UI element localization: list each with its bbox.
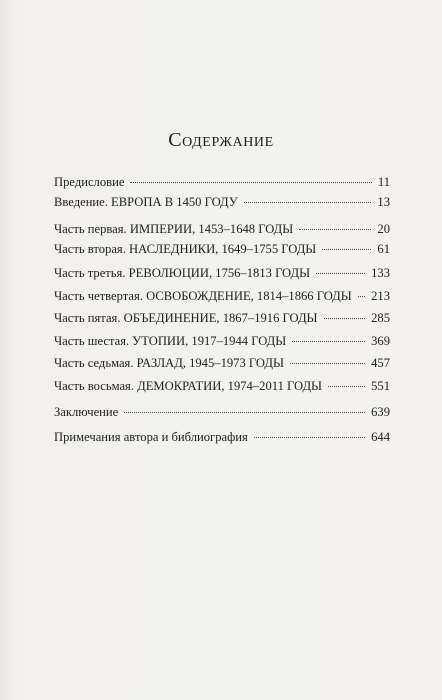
toc-entry-label: Часть пятая. ОБЪЕДИНЕНИЕ, 1867–1916 ГОДЫ bbox=[54, 311, 318, 325]
toc-page-number: 551 bbox=[371, 379, 390, 393]
dot-leader bbox=[124, 412, 365, 413]
dot-leader bbox=[324, 318, 366, 319]
toc-page-number: 369 bbox=[371, 334, 390, 348]
toc-entry-label: Примечания автора и библиография bbox=[54, 430, 248, 444]
toc-entry-part-7 bbox=[54, 355, 390, 371]
toc-entry-label: Часть восьмая. ДЕМОКРАТИИ, 1974–2011 ГОДЫ bbox=[54, 379, 323, 393]
dot-leader bbox=[328, 386, 365, 387]
toc-entry-label: Часть третья. РЕВОЛЮЦИИ, 1756–1813 ГОДЫ bbox=[54, 266, 311, 280]
dot-leader bbox=[292, 341, 365, 342]
toc-entry-label: Часть первая. ИМПЕРИИ, 1453–1648 ГОДЫ bbox=[54, 222, 294, 236]
toc-page-number: 213 bbox=[371, 289, 390, 303]
toc-entry-label: Часть четвертая. ОСВОБОЖДЕНИЕ, 1814–1866 ГОДЫ bbox=[54, 289, 352, 303]
page-title: Содержание bbox=[168, 129, 274, 151]
dot-leader bbox=[254, 437, 365, 438]
toc-page-number: 644 bbox=[371, 430, 390, 444]
toc-page-number: 285 bbox=[371, 311, 390, 325]
toc-entry-part-3 bbox=[54, 265, 390, 281]
toc-entry-preface bbox=[54, 174, 390, 190]
toc-entry-label: Часть шестая. УТОПИИ, 1917–1944 ГОДЫ bbox=[54, 334, 287, 348]
toc-page-number: 133 bbox=[371, 266, 390, 280]
toc-entry-part-1 bbox=[54, 221, 390, 237]
toc-page-number: 457 bbox=[371, 356, 390, 370]
dot-leader bbox=[299, 229, 371, 230]
dot-leader bbox=[244, 202, 372, 203]
toc-page-number: 11 bbox=[377, 175, 390, 189]
toc-entry-label: Часть вторая. НАСЛЕДНИКИ, 1649–1755 ГОДЫ bbox=[54, 242, 317, 256]
toc-page-number: 61 bbox=[377, 242, 390, 256]
toc-entry-label: Предисловие bbox=[54, 175, 125, 189]
toc-entry-part-2 bbox=[54, 241, 390, 257]
dot-leader bbox=[290, 363, 365, 364]
toc-entry-introduction bbox=[54, 194, 390, 210]
toc-page-number: 13 bbox=[377, 195, 390, 209]
toc-entry-part-4 bbox=[54, 288, 390, 304]
toc-entry-notes-bibliography bbox=[54, 429, 390, 445]
toc-page-number: 20 bbox=[377, 222, 390, 236]
toc-entry-label: Введение. ЕВРОПА В 1450 ГОДУ bbox=[54, 195, 238, 209]
toc-page-number: 639 bbox=[371, 405, 390, 419]
toc-entry-conclusion bbox=[54, 404, 390, 420]
toc-entry-part-6 bbox=[54, 333, 390, 349]
toc-entry-part-5 bbox=[54, 310, 390, 326]
dot-leader bbox=[322, 249, 371, 250]
toc-entry-label: Заключение bbox=[54, 405, 119, 419]
dot-leader bbox=[316, 273, 365, 274]
dot-leader bbox=[358, 296, 365, 297]
toc-entry-label: Часть седьмая. РАЗЛАД, 1945–1973 ГОДЫ bbox=[54, 356, 284, 370]
toc-entry-part-8 bbox=[54, 378, 390, 394]
dot-leader bbox=[130, 182, 371, 183]
